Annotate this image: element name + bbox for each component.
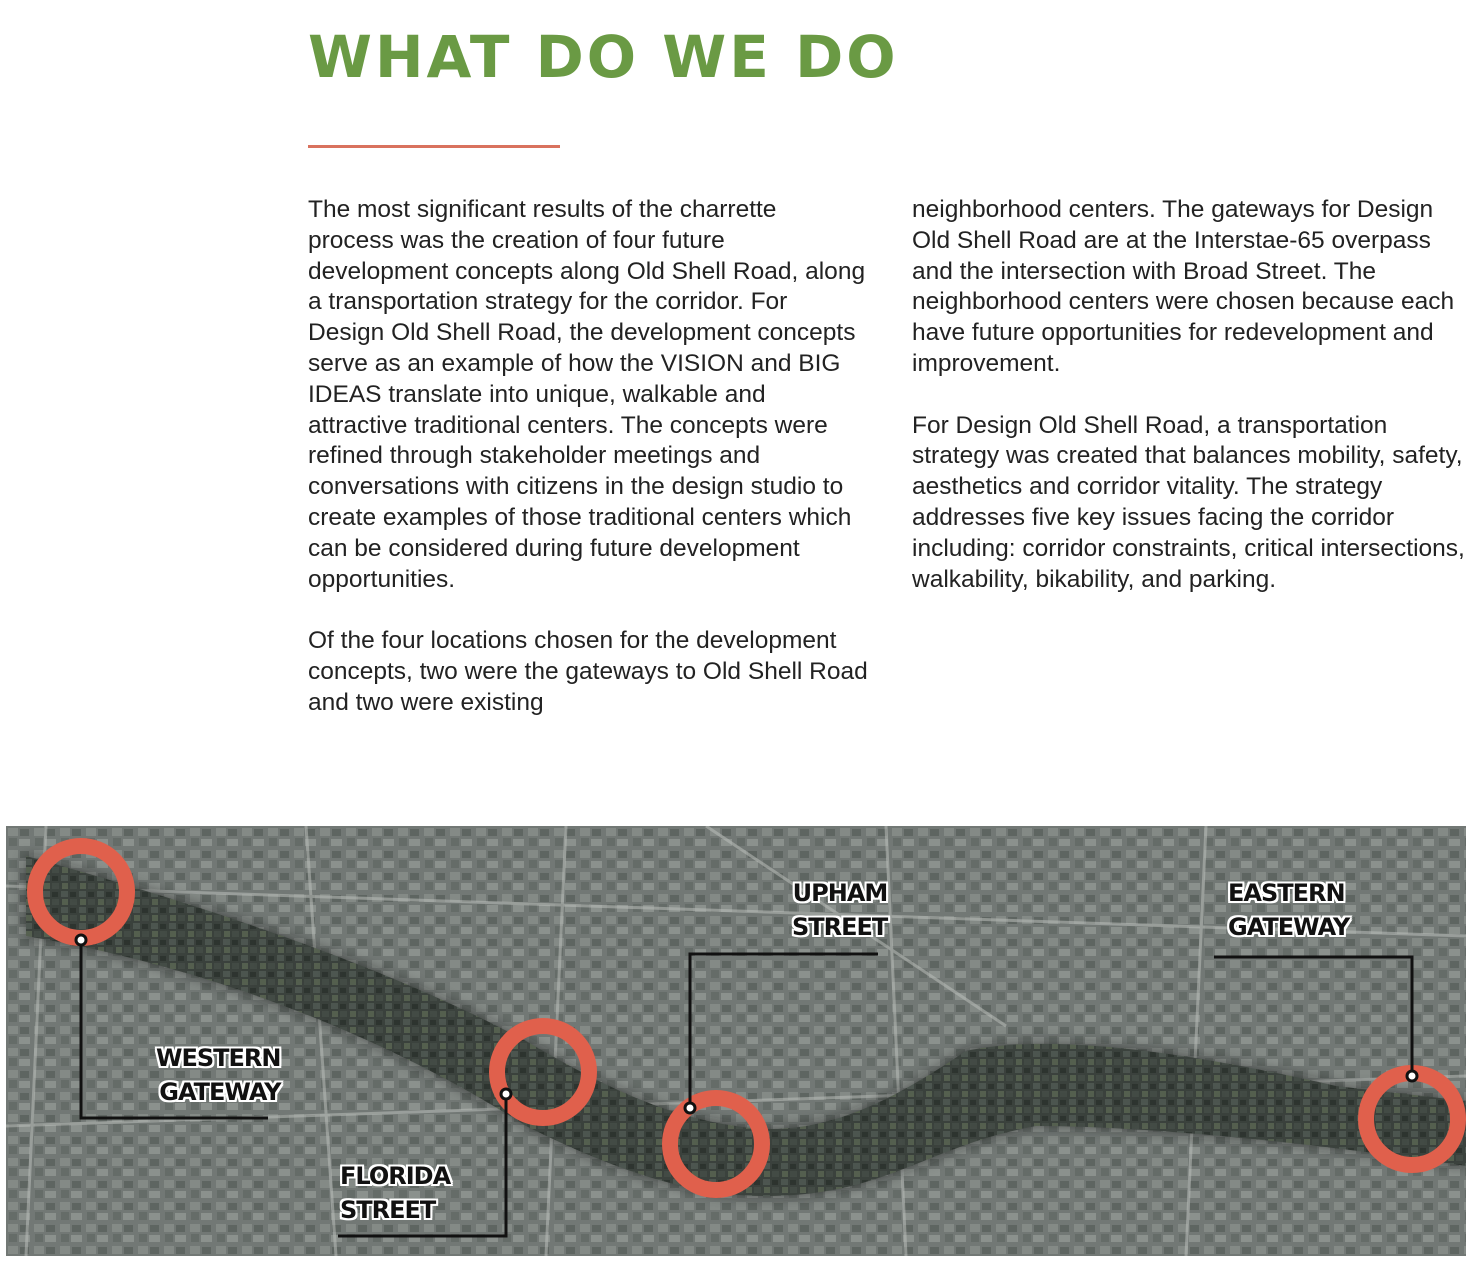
page-title: WHAT DO WE DO: [308, 23, 899, 91]
marker-dot: [1407, 1071, 1417, 1081]
text-column-left: [308, 195, 868, 749]
text-column-right: [912, 195, 1468, 626]
paragraph: For Design Old Shell Road, a transportation strategy was created that balances mobility, safety, aesthetics and corridor vitality. The strategy addresses five key issues facing the corridor including: corridor constraints, critical intersections, walkability, bikability, and parking.: [912, 411, 1465, 593]
upham-street-label: UPHAM STREET: [792, 879, 888, 941]
paragraph: The most significant results of the charrette process was the creation of four future development concepts along Old Shell Road, along a transportation strategy for the corridor. For Design Old Shell Road, the development concepts serve as an example of how the VISION and BIG IDEAS translate into unique, walkable and attractive traditional centers. The concepts were refined through stakeholder meetings and conversations with citizens in the design studio to create examples of those traditional centers which can be considered during future development opportunities.: [308, 196, 866, 593]
marker-dot: [685, 1103, 695, 1113]
eastern-gateway-label: EASTERN GATEWAY: [1228, 879, 1350, 941]
paragraph: Of the four locations chosen for the development concepts, two were the gateways to Old Shell Road and two were existing: [308, 627, 868, 716]
corridor-aerial-map: [6, 826, 1466, 1256]
title-divider: [308, 145, 560, 148]
marker-dot: [501, 1089, 511, 1099]
paragraph: neighborhood centers. The gateways for Design Old Shell Road are at the Interstae-65 overpass and the intersection with Broad Street. The neighborhood centers were chosen because each have future opportunities for redevelopment and improvement.: [912, 196, 1455, 377]
western-gateway-label: WESTERN GATEWAY: [156, 1044, 281, 1106]
florida-street-label: FLORIDA STREET: [340, 1162, 451, 1224]
marker-dot: [76, 935, 86, 945]
